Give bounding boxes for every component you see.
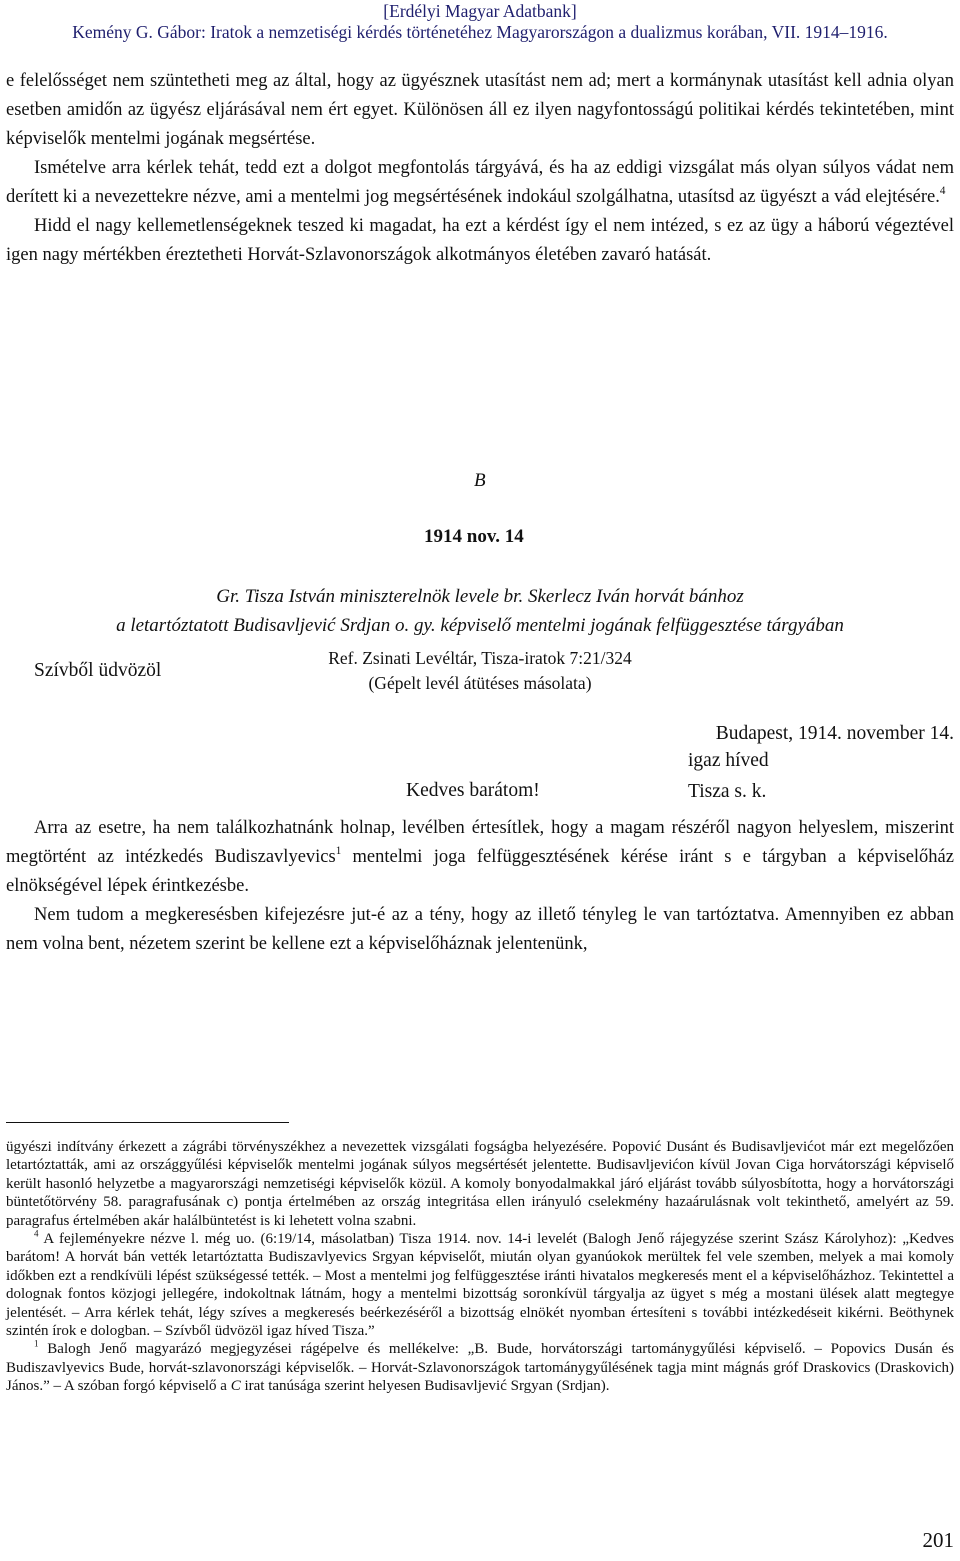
place-date: Budapest, 1914. november 14. [715,723,954,744]
paragraph-text: Arra az esetre, ha nem találkozhatnánk holnap, levélben értesítlek, hogy a magam részéről nagyon helyeslem, miszerint megtörtént az intézkedés Budiszavlyevics [6,818,954,867]
paragraph: Nem tudom a megkeresésben kifejezésre jut-é az a tény, hogy az illető tényleg le van tartóztatva. Amennyiben ez abban nem volna bent, nézetem szerint be kellene ezt a képviselőháznak jelentenünk, [6,905,954,954]
greeting: Szívből üdvözöl [34,660,162,681]
footnote-text: Balogh Jenő magyarázó megjegyzései rágépelve és mellékelve: „B. Bude, horvátországi tartománygyűlési képviselő. – Popovics Dusán és Budiszavlyevics Bude, horvát-szlavonországi képviselők. – Horvát-Szlavonországok tartománygyűlésének tagja mint mágnás gróf Draskovics (Draskovich) János.” – A szóban forgó képviselő a [6,1341,954,1395]
paragraph: e felelősséget nem szüntetheti meg az által, hogy az ügyésznek utasítást nem ad; mert a kormánynak utasítást kell adnia olyan esetben amidőn az ügyész eljárásával nem ért egyet. Különösen áll ez ilyen nagyfontosságú politikai kérdés tekintetében, mint képviselők mentelmi jogának megsértése. [6,71,954,149]
paragraph-text: mentelmi joga felfüggesztésének kérése iránt s e tárgyban a képviselőház elnökségével lépek érintkezésbe. [6,847,954,896]
footnote-number: 1 [34,1339,39,1350]
header-citation: Kemény G. Gábor: Iratok a nemzetiségi kérdés történetéhez Magyarországon a dualizmus korában, VII. 1914–1916. [72,22,888,42]
page-number: 201 [922,1528,954,1552]
footnote [6,1230,954,1340]
letter-title [0,582,960,640]
letter-b-body [6,814,954,959]
footnote-number: 4 [34,1228,39,1239]
paragraph [6,154,954,212]
footnote-text-italic: C [230,1378,241,1395]
footnote-text: A fejleményekre nézve l. még uo. (6:19/14, másolatban) Tisza 1914. nov. 14-i levelét (Balogh Jenő rájegyzése szerint Szász Károlyhoz): „Kedves barátom! A horvát bán vették letartóztatta Budiszavlyevics Srgyan képviselőt, miután olyan gyanúokok merültek fel vele szemben, melyek a mai komoly időkben ezt a rendkívüli lépést szükségessé tették. – Most a mentelmi jog felfüggesztése iránti hivatalos megkeresés ment el a képviselőházhoz. Tekintettel a dolognak fontos közjogi jellegére, indokoltnak látnám, hogy a mentelmi bizottság soronkívül tárgyalja az ügyet s még a mostani ülések alatt megtegye jelentését. – Arra kérlek tehát, légy szíves a megkeresés beérkezéséről a bizottság elnökét nyomban értesíteni s további intézkedéseit kikérni. Beöthynek szintén írok e dologban. – Szívből üdvözöl igaz híved Tisza.” [6,1231,954,1340]
footnote-ref: 1 [335,845,342,858]
letter-date: 1914 nov. 14 [424,526,524,547]
salutation: Kedves barátom! [406,780,540,801]
paragraph [6,814,954,901]
letter-mark: B [474,470,486,491]
footnote-divider [6,1122,289,1123]
reference-line: (Gépelt levél átütéses másolata) [368,673,592,693]
signature-name: Tisza s. k. [688,781,767,802]
signature [688,745,769,807]
footnote-ref: 4 [939,185,946,198]
footnote-continued: ügyészi indítvány érkezett a zágrábi törvényszékhez a nevezettek vizsgálati fogságba helyezésére. Popović Dusánt és Budisavljevićot már ezt megelőzően letartóztatták, ami az országgyűlési képviselők mentelmi jogának súlyos megsértését jelentette. Budisavljevićon kívül Jovan Ciga horvátországi képviselő került hasonló helyzetbe a magyarországi nemzetiségi képviselők közül. A komoly bonyodalmakkal járó eljárást tovább súlyosbította, hogy a horvátországi büntetőtörvény 58. paragrafusának c) pontja értelmében az ország integritása ellen irányuló cselekmény hazaárulásnak volt tekinthető, amelyért az 59. paragrafus értelmében akár halálbüntetést is ki lehetett volna szabni. [6,1139,954,1229]
letter-a-body [6,67,954,270]
letter-title-line: a letartóztatott Budisavljević Srdjan o. gy. képviselő mentelmi jogának felfüggesztése tárgyában [116,615,844,636]
paragraph-text: Ismételve arra kérlek tehát, tedd ezt a dolgot megfontolás tárgyává, és ha az eddigi vizsgálat más olyan súlyos vádat nem derített ki a nevezettekre nézve, ami a mentelmi jog megsértésének indokául szolgálhatna, utasítsd az ügyészt a vád elejtésére. [6,158,954,207]
signature-line: igaz híved [688,750,769,771]
footnote [6,1340,954,1395]
letter-title-line: Gr. Tisza István miniszterelnök levele br. Skerlecz Iván horvát bánhoz [216,586,744,607]
footnotes [6,1138,954,1396]
page-header [0,1,960,43]
archival-reference [0,646,960,696]
header-source: [Erdélyi Magyar Adatbank] [383,1,577,21]
paragraph: Hidd el nagy kellemetlenségeknek teszed ki magadat, ha ezt a kérdést így el nem intézed, s ez az ügy a háború végeztével igen nagy mértékben éreztetheti Horvát-Szlavonországok alkotmányos életében zavaró hatását. [6,216,954,265]
reference-line: Ref. Zsinati Levéltár, Tisza-iratok 7:21/324 [328,648,632,668]
footnote-text: irat tanúsága szerint helyesen Budisavljević Srgyan (Srdjan). [244,1378,610,1395]
